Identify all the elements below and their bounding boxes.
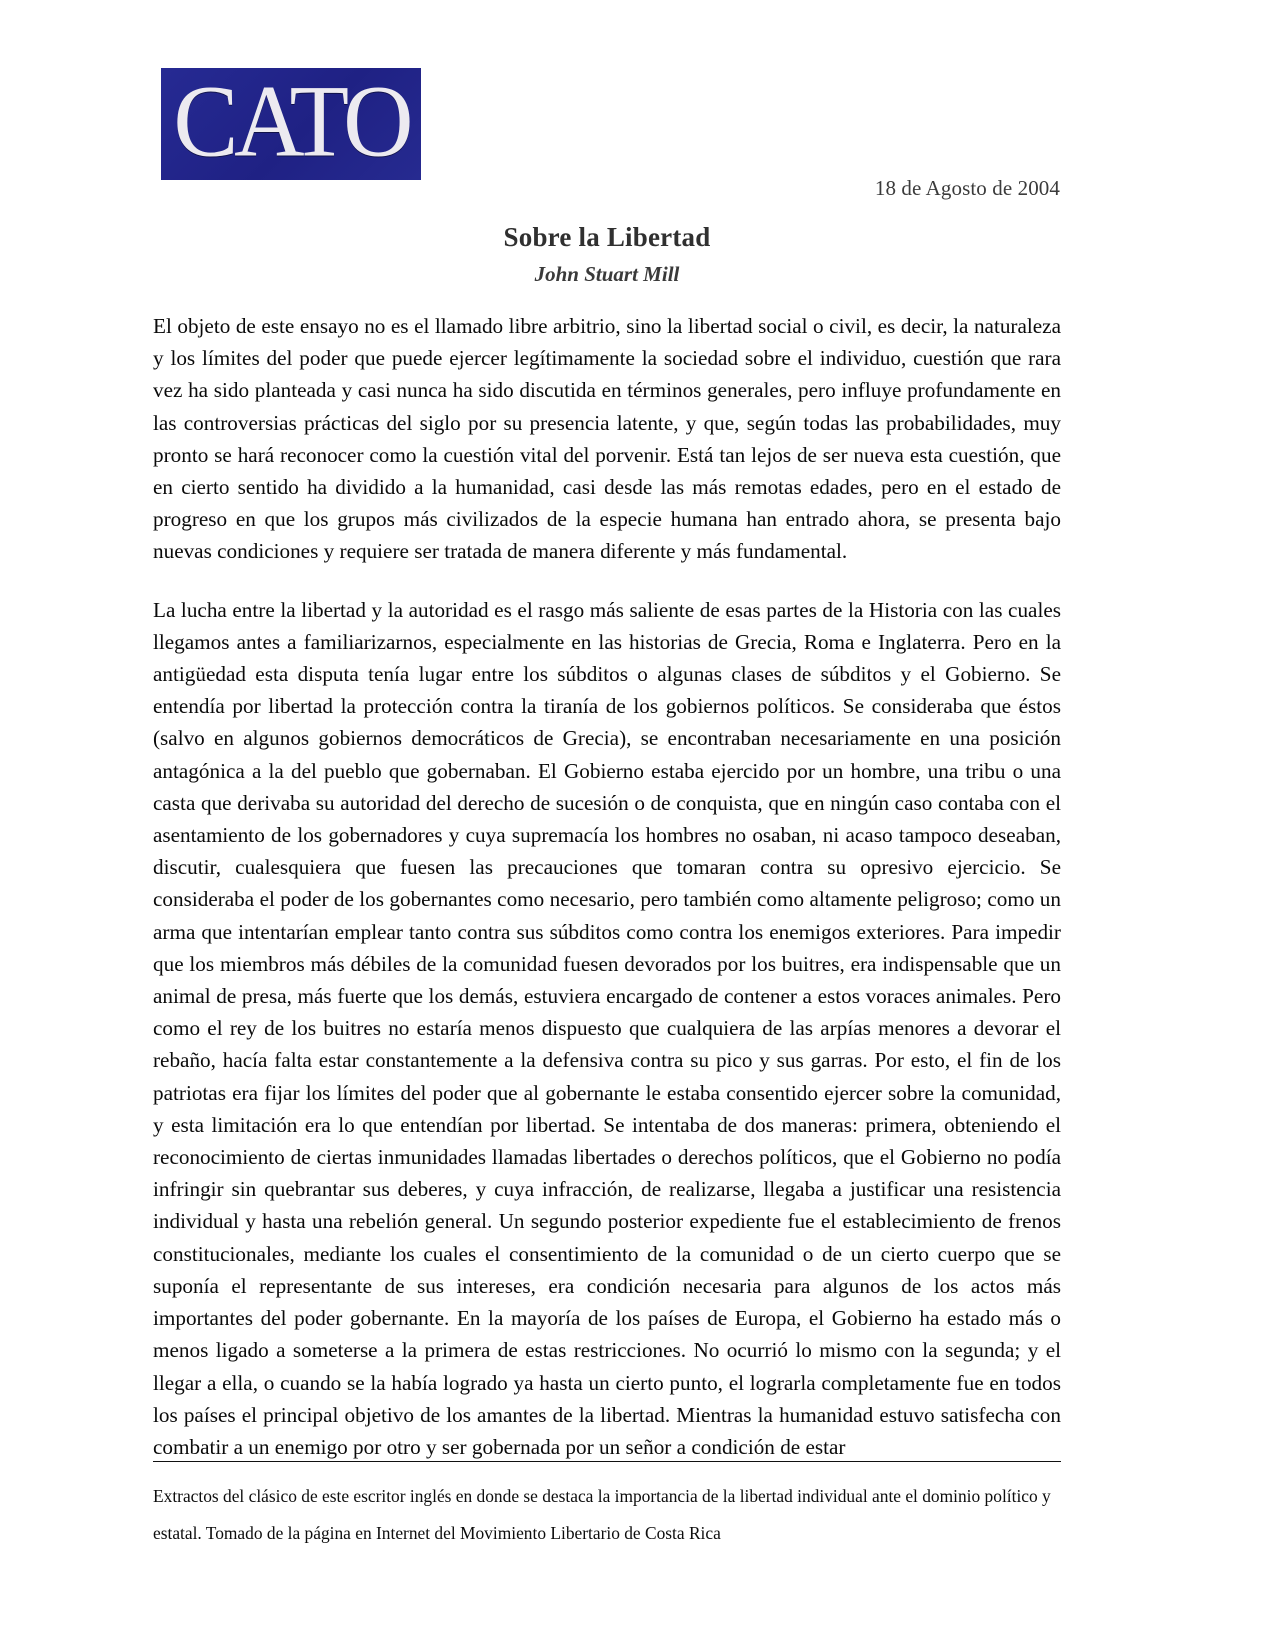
document-author: John Stuart Mill [534,262,680,286]
body-paragraph: El objeto de este ensayo no es el llamado libre arbitrio, sino la libertad social o civil, es decir, la naturaleza y los límites del poder que puede ejercer legítimamente la sociedad sobre el individuo, cuestión que rara vez ha sido planteada y casi nunca ha sido discutida en términos generales, pero influye profundamente en las controversias prácticas del siglo por su presencia latente, y que, según todas las probabilidades, muy pronto se hará reconocer como la cuestión vital del porvenir. Está tan lejos de ser nueva esta cuestión, que en cierto sentido ha dividido a la humanidad, casi desde las más remotas edades, pero en el estado de progreso en que los grupos más civilizados de la especie humana han entrado ahora, se presenta bajo nuevas condiciones y requiere ser tratada de manera diferente y más fundamental. [153,314,1061,564]
logo-plate [161,68,421,180]
body-paragraph: La lucha entre la libertad y la autoridad es el rasgo más saliente de esas partes de la Historia con las cuales llegamos antes a familiarizarnos, especialmente en las historias de Grecia, Roma e Inglaterra. Pero en la antigüedad esta disputa tenía lugar entre los súbditos o algunas clases de súbditos y el Gobierno. Se entendía por libertad la protección contra la tiranía de los gobiernos políticos. Se consideraba que éstos (salvo en algunos gobiernos democráticos de Grecia), se encontraban necesariamente en una posición antagónica a la del pueblo que gobernaban. El Gobierno estaba ejercido por un hombre, una tribu o una casta que derivaba su autoridad del derecho de sucesión o de conquista, que en ningún caso contaba con el asentamiento de los gobernadores y cuya supremacía los hombres no osaban, ni acaso tampoco deseaban, discutir, cualesquiera que fuesen las precauciones que tomaran contra su opresivo ejercicio. Se consideraba el poder de los gobernantes como necesario, pero también como altamente peligroso; como un arma que intentarían emplear tanto contra sus súbditos como contra los enemigos exteriores. Para impedir que los miembros más débiles de la comunidad fuesen devorados por los buitres, era indispensable que un animal de presa, más fuerte que los demás, estuviera encargado de contener a estos voraces animales. Pero como el rey de los buitres no estaría menos dispuesto que cualquiera de las arpías menores a devorar el rebaño, hacía falta estar constantemente a la defensiva contra su pico y sus garras. Por esto, el fin de los patriotas era fijar los límites del poder que al gobernante le estaba consentido ejercer sobre la comunidad, y esta limitación era lo que entendían por libertad. Se intentaba de dos maneras: primera, obteniendo el reconocimiento de ciertas inmunidades llamadas libertades o derechos políticos, que el Gobierno no podía infringir sin quebrantar sus deberes, y cuya infracción, de realizarse, llegaba a justificar una resistencia individual y hasta una rebelión general. Un segundo posterior expediente fue el establecimiento de frenos constitucionales, mediante los cuales el consentimiento de la comunidad o de un cierto cuerpo que se suponía el representante de sus intereses, era condición necesaria para algunos de los actos más importantes del poder gobernante. En la mayoría de los países de Europa, el Gobierno ha estado más o menos ligado a someterse a la primera de estas restricciones. No ocurrió lo mismo con la segunda; y el llegar a ella, o cuando se la había logrado ya hasta un cierto punto, el lograrla completamente fue en todos los países el principal objetivo de los amantes de la libertad. Mientras la humanidad estuvo satisfecha con combatir a un enemigo por otro y ser gobernada por un señor a condición de estar [153,597,1061,1459]
logo-wordmark: CATO [173,68,409,179]
logo-frame [158,64,424,184]
footnote-text: Extractos del clásico de este escritor inglés en donde se destaca la importancia de la libertad individual ante el dominio político y estatal. Tomado de la página en Internet del Movimiento Libertario de Costa Rica [153,1486,1051,1543]
document-date: 18 de Agosto de 2004 [874,176,1060,200]
footer-divider [153,1461,1061,1462]
page-title: Sobre la Libertad [503,222,711,253]
document-body [153,310,1061,1463]
cato-logo [158,64,424,184]
